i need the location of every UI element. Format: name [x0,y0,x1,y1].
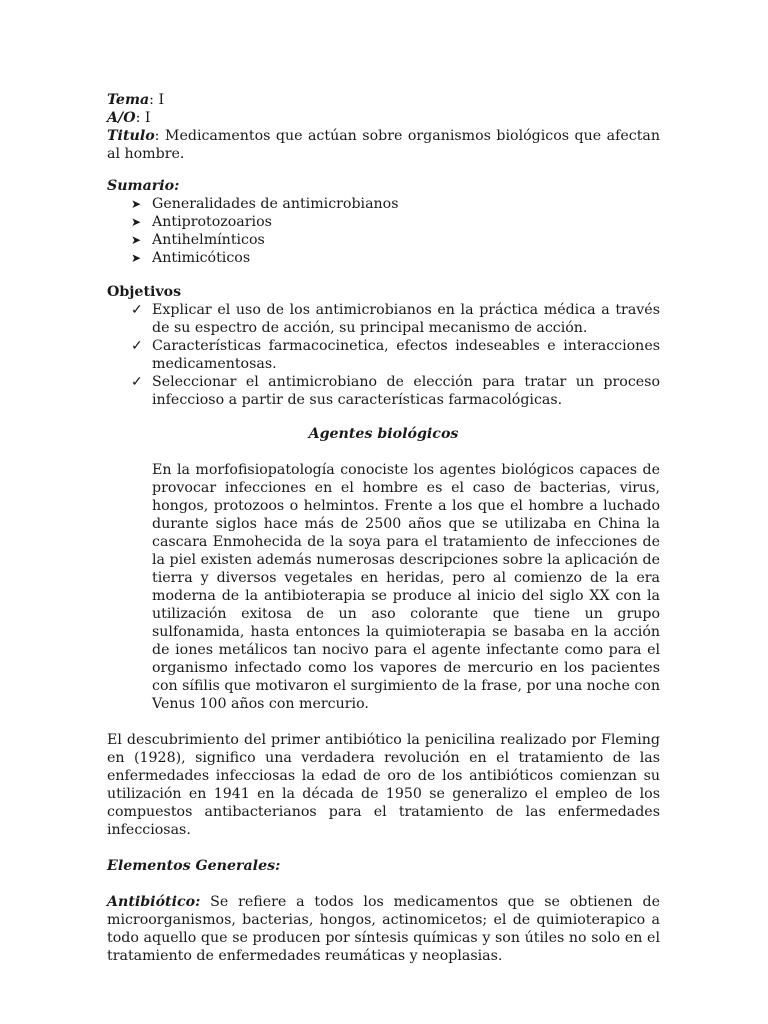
antibiotico-paragraph [107,893,660,965]
ao-label: A/O [107,110,136,126]
list-item: ✓ Características farmacocinetica, efectos indeseables e interacciones medicamentosas. [131,338,660,372]
tema-line [107,91,660,109]
document-body [107,91,660,965]
ao-line [107,109,660,127]
agentes-heading: Agentes biológicos [308,426,459,442]
titulo-value: : Medicamentos que actúan sobre organismos biológicos que afectan al hombre. [107,128,660,162]
tema-value: : I [149,92,165,108]
list-item: ➤ Generalidades de antimicrobianos [131,196,399,212]
descubrimiento-paragraph: El descubrimiento del primer antibiótico la penicilina realizado por Fleming en (1928), significo una verdadera revolución en el tratamiento de las enfermedades infecciosas la edad de oro de los antibióticos comienzan su utilización en 1941 en la década de 1950 se generalizo el empleo de los compuestos antibacterianos para el tratamiento de las enfermedades infecciosas. [107,732,660,838]
objetivos-list [107,301,660,409]
list-item: ➤ Antiprotozoarios [131,214,272,230]
sumario-list [107,195,660,267]
antibiotico-label: Antibiótico: [107,894,201,910]
elementos-heading: Elementos Generales: [107,858,281,874]
list-item: ✓ Seleccionar el antimicrobiano de elección para tratar un proceso infeccioso a partir de sus características farmacológicas. [131,374,660,408]
tema-label: Tema [107,92,150,108]
objetivos-heading: Objetivos [107,284,182,300]
arrow-bullet-icon: ➤ [131,197,142,211]
titulo-label: Titulo [107,128,155,144]
checkmark-icon: ✓ [131,338,143,354]
checkmark-icon: ✓ [131,374,143,390]
sumario-heading: Sumario: [107,178,180,194]
list-item: ➤ Antihelmínticos [131,232,265,248]
antibiotico-text: Se refiere a todos los medicamentos que se obtienen de microorganismos, bacterias, hongos, actinomicetos; el de quimioterapico a todo aquello que se producen por síntesis químicas y son útiles no solo en el tratamiento de enfermedades reumáticas y neoplasias. [107,894,660,964]
checkmark-icon: ✓ [131,302,143,318]
ao-value: : I [135,110,151,126]
list-item: ✓ Explicar el uso de los antimicrobianos en la práctica médica a través de su espectro de acción, su principal mecanismo de acción. [131,302,660,336]
list-item: ➤ Antimicóticos [131,250,251,266]
agentes-paragraph: En la morfofisiopatología conociste los agentes biológicos capaces de provocar infecciones en el hombre es el caso de bacterias, virus, hongos, protozoos o helmintos. Frente a los que el hombre a luchado durante siglos hace más de 2500 años que se utilizaba en China la cascara Enmohecida de la soya para el tratamiento de infecciones de la piel existen además numerosas descripciones sobre la aplicación de tierra y diversos vegetales en heridas, pero al comienzo de la era moderna de la antibioterapia se produce al inicio del siglo XX con la utilización exitosa de un aso colorante que tiene un grupo sulfonamida, hasta entonces la quimioterapia se basaba en la acción de iones metálicos tan nocivo para el agente infectante como para el organismo infectado como los vapores de mercurio en los pacientes con sífilis que motivaron el surgimiento de la frase, por una noche con Venus 100 años con mercurio. [152,462,660,712]
arrow-bullet-icon: ➤ [131,233,142,247]
arrow-bullet-icon: ➤ [131,251,142,265]
titulo-line [107,127,660,163]
arrow-bullet-icon: ➤ [131,215,142,229]
